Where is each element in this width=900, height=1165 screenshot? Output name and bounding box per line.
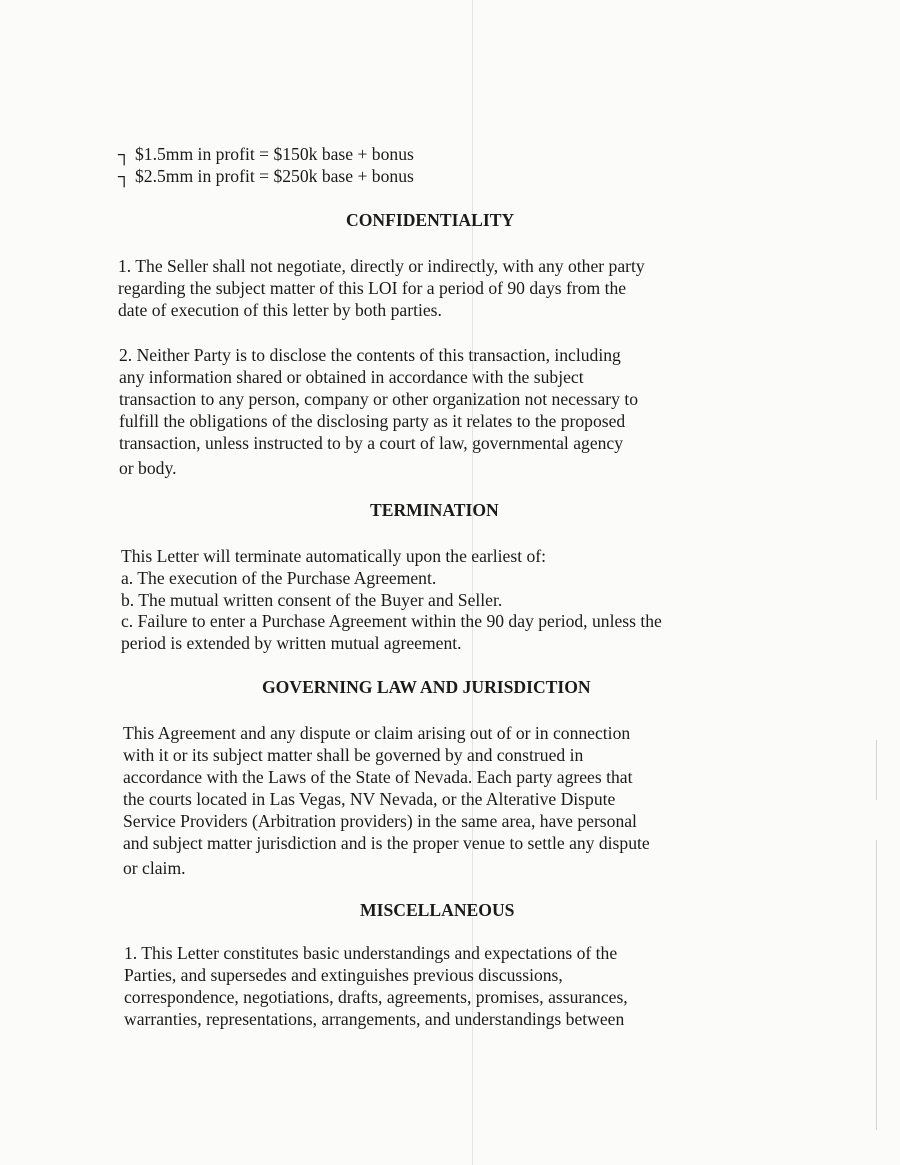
paragraph-line: a. The execution of the Purchase Agreement. [121,568,437,588]
bullet-item [118,165,414,187]
paragraph-line: 1. The Seller shall not negotiate, directly or indirectly, with any other party [118,256,645,276]
paragraph-line: This Letter will terminate automatically upon the earliest of: [121,546,547,566]
paragraph-line: accordance with the Laws of the State of Nevada. Each party agrees that [123,767,633,787]
section-heading-miscellaneous: MISCELLANEOUS [360,900,515,920]
bracket-bullet-icon: ┐ [118,144,131,164]
bullet-text: $1.5mm in profit = $150k base + bonus [135,144,414,164]
paragraph-line: or body. [119,458,177,478]
paragraph-line: 1. This Letter constitutes basic understandings and expectations of the [124,943,618,963]
bullet-item [118,143,414,165]
paragraph-line: with it or its subject matter shall be governed by and construed in [123,745,584,765]
paragraph-line: transaction to any person, company or other organization not necessary to [119,389,639,409]
paragraph-line: transaction, unless instructed to by a court of law, governmental agency [119,433,624,453]
paragraph-line: period is extended by written mutual agreement. [121,633,462,653]
bullet-text: $2.5mm in profit = $250k base + bonus [135,166,414,186]
paragraph-line: 2. Neither Party is to disclose the contents of this transaction, including [119,345,621,365]
paragraph-line: the courts located in Las Vegas, NV Nevada, or the Alterative Dispute [123,789,616,809]
section-heading-confidentiality: CONFIDENTIALITY [346,210,515,230]
paragraph-line: regarding the subject matter of this LOI for a period of 90 days from the [118,278,627,298]
scan-edge-mark [876,840,877,1130]
bracket-bullet-icon: ┐ [118,166,131,186]
paragraph-line: date of execution of this letter by both parties. [118,300,442,320]
paragraph-line: warranties, representations, arrangements, and understandings between [124,1009,625,1029]
paragraph-line: or claim. [123,858,186,878]
paragraph-line: Parties, and supersedes and extinguishes previous discussions, [124,965,563,985]
paragraph-line: any information shared or obtained in accordance with the subject [119,367,584,387]
paragraph-line: This Agreement and any dispute or claim arising out of or in connection [123,723,631,743]
paragraph-line: fulfill the obligations of the disclosing party as it relates to the proposed [119,411,626,431]
paragraph-line: and subject matter jurisdiction and is the proper venue to settle any dispute [123,833,650,853]
section-heading-governing-law: GOVERNING LAW AND JURISDICTION [262,677,591,697]
paragraph-line: b. The mutual written consent of the Buyer and Seller. [121,590,503,610]
scan-edge-mark [876,740,877,800]
paragraph-line: c. Failure to enter a Purchase Agreement within the 90 day period, unless the [121,611,662,631]
section-heading-termination: TERMINATION [370,500,499,520]
paragraph-line: correspondence, negotiations, drafts, agreements, promises, assurances, [124,987,628,1007]
paragraph-line: Service Providers (Arbitration providers) in the same area, have personal [123,811,637,831]
